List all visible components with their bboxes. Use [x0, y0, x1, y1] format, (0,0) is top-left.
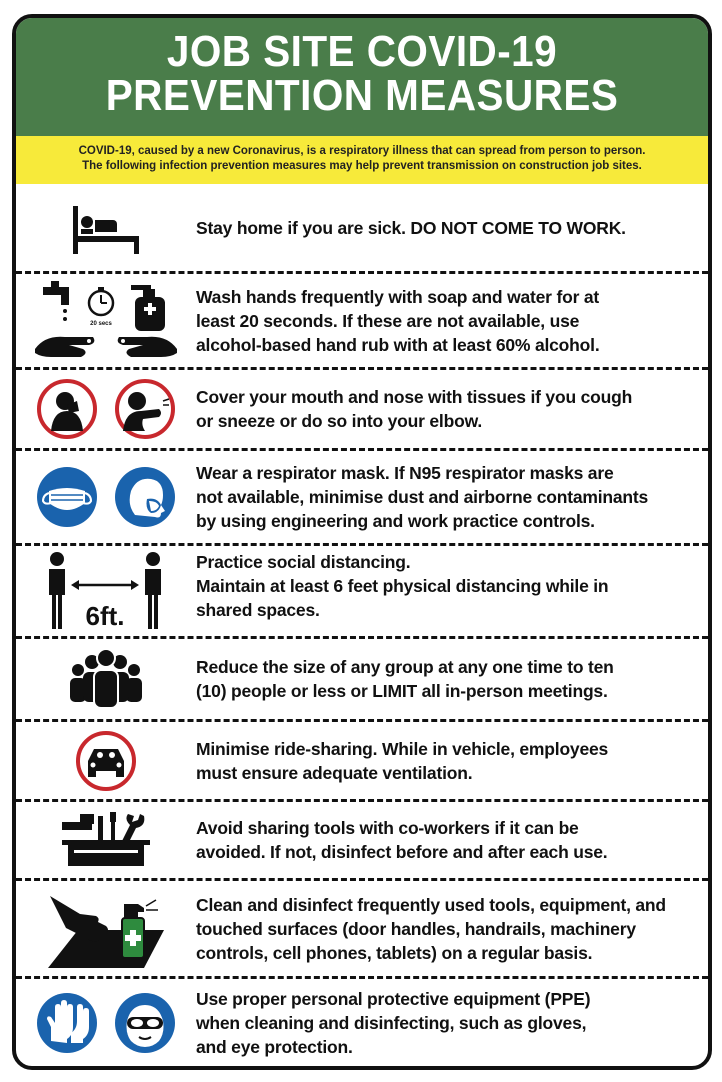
- measure-text-line: avoided. If not, disinfect before and after each use.: [196, 842, 608, 862]
- measures-list: [16, 184, 708, 1066]
- measure-cover-cough: [16, 370, 708, 448]
- title-line-1: JOB SITE COVID-19: [166, 27, 558, 76]
- measure-text-line: when cleaning and disinfecting, such as gloves,: [196, 1012, 587, 1033]
- measure-clean-disinfect: [16, 881, 708, 976]
- measure-text-line: Wash hands frequently with soap and water for at: [196, 286, 600, 307]
- measure-text-line: least 20 seconds. If these are not available, use: [196, 310, 580, 331]
- measure-text-line: or sneeze or do so into your elbow.: [196, 411, 482, 431]
- bed-icon: [71, 200, 141, 256]
- measure-text-line: Avoid sharing tools with co-workers if it can be: [196, 818, 579, 838]
- banner-line-2: The following infection prevention measures may help prevent transmission on construction job sites.: [82, 160, 642, 172]
- measure-text-line: Use proper personal protective equipment (PPE): [196, 988, 591, 1009]
- banner-line-1: COVID-19, caused by a new Coronavirus, is a respiratory illness that can spread from person to person.: [78, 145, 646, 157]
- measure-text-line: Stay home if you are sick. DO NOT COME TO WORK.: [196, 217, 626, 238]
- eye-protection-icon: [113, 991, 177, 1055]
- measure-text-line: controls, cell phones, tablets) on a regular basis.: [196, 942, 593, 963]
- respirator-head-icon: [113, 465, 177, 529]
- distance-label: 6ft.: [85, 601, 125, 631]
- measure-text-line: shared spaces.: [196, 600, 320, 620]
- toolbox-icon: [58, 810, 154, 870]
- measure-text-line: Minimise ride-sharing. While in vehicle, employees: [196, 738, 609, 759]
- header: [16, 18, 708, 136]
- measure-text-line: touched surfaces (door handles, handrails, machinery: [196, 918, 636, 939]
- measure-wash-hands: [16, 274, 708, 367]
- measure-tool-sharing: [16, 802, 708, 878]
- face-mask-icon: [35, 465, 99, 529]
- measure-ride-sharing: [16, 722, 708, 799]
- measure-text-line: Practice social distancing.: [196, 552, 411, 572]
- cough-elbow-icon: [113, 377, 177, 441]
- cough-tissue-icon: [35, 377, 99, 441]
- measure-text-line: Clean and disinfect frequently used tools, equipment, and: [196, 894, 666, 915]
- measure-text-line: Cover your mouth and nose with tissues if you cough: [196, 387, 633, 407]
- disinfect-surface-icon: [46, 886, 166, 972]
- measure-text-line: not available, minimise dust and airborne contaminants: [196, 487, 649, 507]
- measure-stay-home: [16, 184, 708, 271]
- measure-text-line: Reduce the size of any group at any one time to ten: [196, 657, 614, 677]
- gloves-icon: [35, 991, 99, 1055]
- handwash-icon: [31, 279, 181, 363]
- title-line-2: PREVENTION MEASURES: [105, 71, 619, 120]
- measure-respirator-mask: [16, 451, 708, 543]
- measure-text-line: must ensure adequate ventilation.: [196, 762, 473, 783]
- measure-group-size: [16, 639, 708, 719]
- measure-text-line: alcohol-based hand rub with at least 60% alcohol.: [196, 334, 600, 355]
- sign: [12, 14, 712, 1070]
- measure-text-line: Wear a respirator mask. If N95 respirator masks are: [196, 463, 614, 483]
- group-icon: [66, 648, 146, 710]
- timer-label: 20 secs: [90, 320, 112, 327]
- intro-banner: [16, 136, 708, 184]
- measure-social-distancing: [16, 546, 708, 636]
- social-distance-icon: [41, 551, 171, 631]
- no-ride-sharing-icon: [74, 729, 138, 793]
- measure-text-line: by using engineering and work practice controls.: [196, 511, 595, 531]
- measure-text-line: Maintain at least 6 feet physical distancing while in: [196, 576, 609, 596]
- measure-ppe: [16, 979, 708, 1066]
- measure-text-line: and eye protection.: [196, 1036, 353, 1057]
- measure-text-line: (10) people or less or LIMIT all in-person meetings.: [196, 681, 608, 701]
